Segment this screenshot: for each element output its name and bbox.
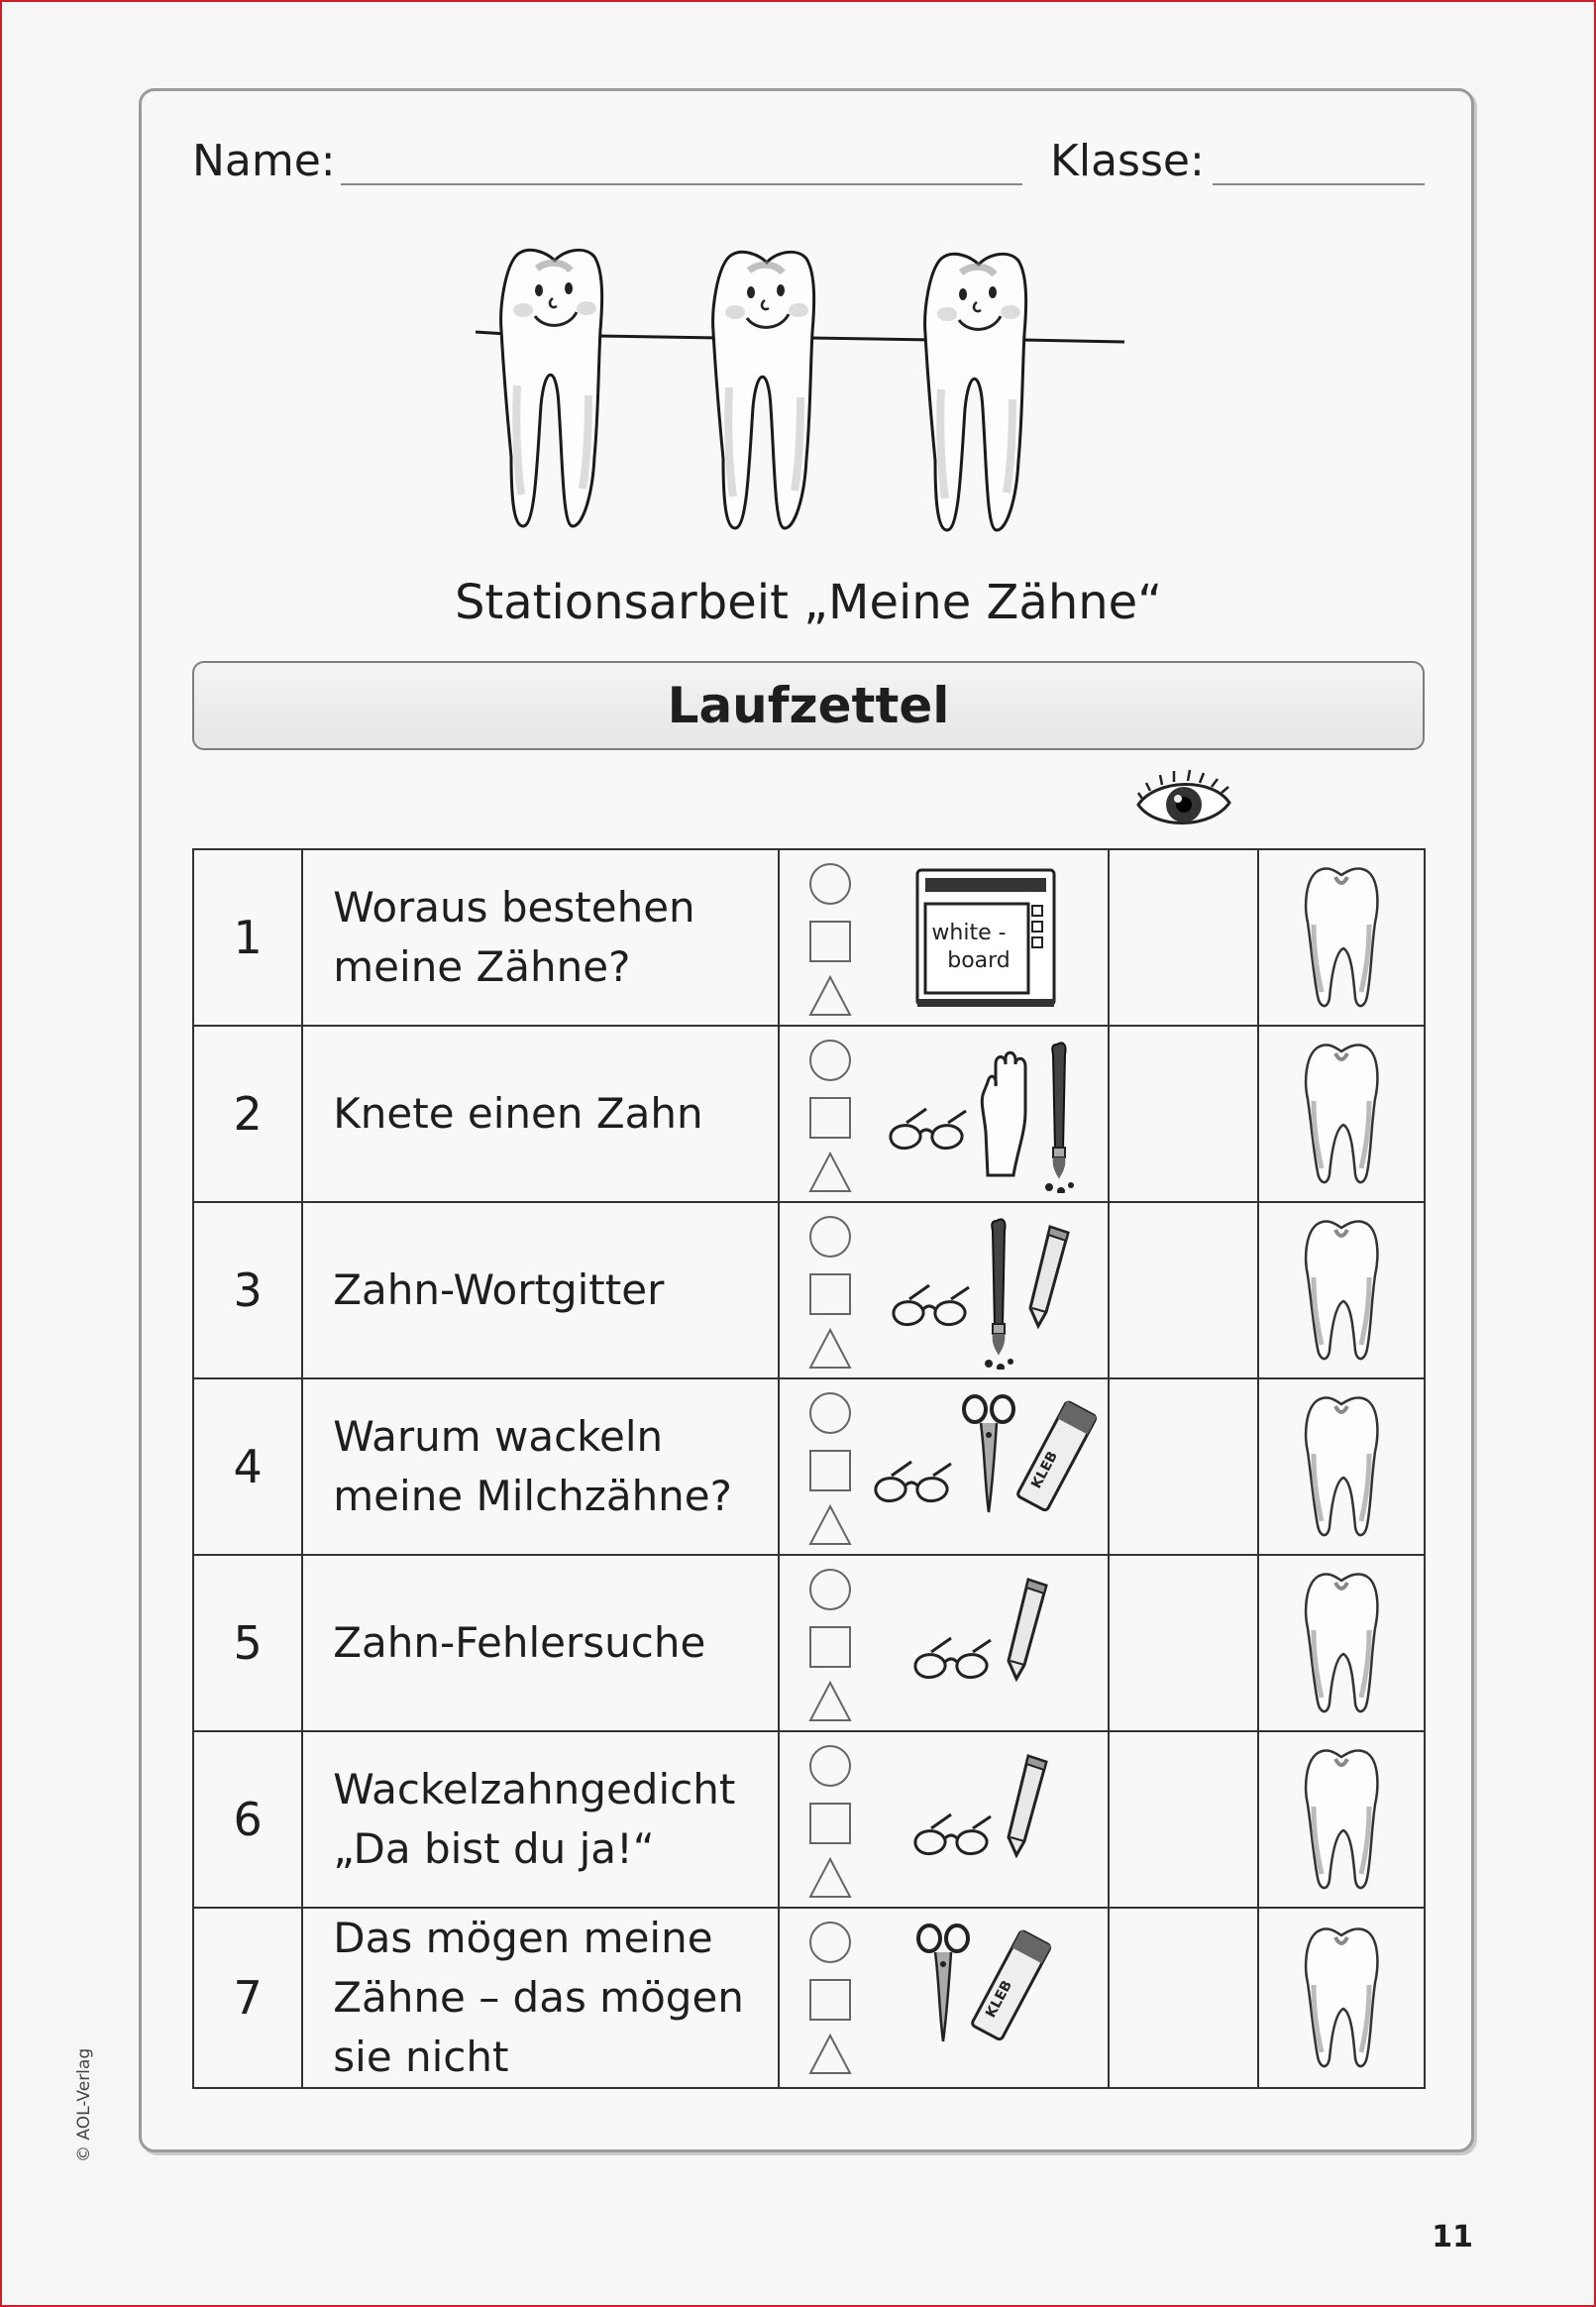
tooth-icon [1300, 1747, 1383, 1892]
station-task: Zahn-Fehlersuche [302, 1555, 779, 1731]
station-row [193, 1731, 1425, 1908]
hand-icon [983, 1052, 1026, 1175]
square-checkbox-icon[interactable] [810, 922, 850, 961]
station-materials [779, 1026, 1109, 1202]
glue-stick-icon [1017, 1401, 1098, 1511]
station-number: 2 [193, 1026, 302, 1202]
station-materials [779, 1555, 1109, 1731]
materials-icons [865, 858, 1099, 1017]
svg-text:KLEB: KLEB [1028, 1448, 1062, 1491]
tooth-stamp-cell[interactable] [1258, 1378, 1425, 1555]
station-task: Woraus bestehen meine Zähne? [302, 849, 779, 1026]
tooth-stamp-cell[interactable] [1258, 1026, 1425, 1202]
teacher-check-cell[interactable] [1109, 1378, 1257, 1555]
square-checkbox-icon[interactable] [810, 1980, 850, 2020]
station-row [193, 1555, 1425, 1731]
glasses-icon [915, 1638, 991, 1678]
materials-icons [865, 1387, 1099, 1546]
station-materials [779, 1908, 1109, 2088]
name-label: Name: [192, 136, 336, 186]
teacher-check-cell[interactable] [1109, 1202, 1257, 1378]
station-number: 4 [193, 1378, 302, 1555]
teacher-check-cell[interactable] [1109, 1731, 1257, 1908]
three-teeth-illustration [476, 245, 1124, 532]
square-checkbox-icon[interactable] [810, 1274, 850, 1314]
materials-icons [865, 1740, 1099, 1899]
circle-checkbox-icon[interactable] [810, 1746, 850, 1786]
tooth-icon [1300, 1571, 1383, 1715]
station-number: 3 [193, 1202, 302, 1378]
glasses-icon [915, 1814, 991, 1854]
svg-text:board: board [947, 948, 1011, 973]
materials-icons [865, 1211, 1099, 1370]
worksheet-subtitle: Stationsarbeit „Meine Zähne“ [454, 575, 1163, 630]
station-number: 7 [193, 1908, 302, 2088]
triangle-checkbox-icon[interactable] [810, 1330, 850, 1368]
page-number: 11 [1432, 2220, 1473, 2254]
square-checkbox-icon[interactable] [810, 1804, 850, 1843]
glue-stick-icon [972, 1930, 1052, 2040]
station-materials [779, 1731, 1109, 1908]
social-form-symbols [807, 1389, 853, 1548]
station-task: Zahn-Wortgitter [302, 1202, 779, 1378]
pencil-icon [1030, 1227, 1068, 1326]
name-line[interactable] [341, 183, 1022, 185]
station-number: 5 [193, 1555, 302, 1731]
social-form-symbols [807, 1037, 853, 1195]
materials-icons [865, 1564, 1099, 1722]
teacher-check-cell[interactable] [1109, 1026, 1257, 1202]
tooth-stamp-cell[interactable] [1258, 1908, 1425, 2088]
social-form-symbols [807, 1566, 853, 1724]
tooth-icon [1300, 1218, 1383, 1363]
station-materials [779, 1378, 1109, 1555]
station-row [193, 849, 1425, 1026]
laufzettel-banner: Laufzettel [192, 661, 1425, 750]
station-table [192, 848, 1426, 2089]
materials-icons [865, 1917, 1099, 2075]
whiteboard-icon [917, 870, 1054, 1007]
station-number: 6 [193, 1731, 302, 1908]
square-checkbox-icon[interactable] [810, 1627, 850, 1667]
triangle-checkbox-icon[interactable] [810, 1154, 850, 1191]
triangle-checkbox-icon[interactable] [810, 977, 850, 1015]
station-row [193, 1378, 1425, 1555]
station-task: Wackelzahngedicht „Da bist du ja!“ [302, 1731, 779, 1908]
tooth-icon [1300, 1042, 1383, 1186]
square-checkbox-icon[interactable] [810, 1451, 850, 1490]
circle-checkbox-icon[interactable] [810, 1570, 850, 1609]
station-materials [779, 849, 1109, 1026]
circle-checkbox-icon[interactable] [810, 1393, 850, 1433]
triangle-checkbox-icon[interactable] [810, 1859, 850, 1897]
station-row [193, 1202, 1425, 1378]
tooth-icon [1300, 1394, 1383, 1539]
social-form-symbols [807, 1742, 853, 1901]
class-line[interactable] [1213, 183, 1425, 185]
circle-checkbox-icon[interactable] [810, 1922, 850, 1962]
social-form-symbols [807, 1919, 853, 2077]
station-row [193, 1908, 1425, 2088]
tooth-stamp-cell[interactable] [1258, 849, 1425, 1026]
station-task: Knete einen Zahn [302, 1026, 779, 1202]
station-task: Warum wackeln meine Milchzähne? [302, 1378, 779, 1555]
tooth-icon [1300, 1925, 1383, 2070]
pencil-icon [1009, 1580, 1046, 1679]
name-class-row [192, 136, 1425, 195]
pencil-icon [1009, 1756, 1046, 1855]
station-materials [779, 1202, 1109, 1378]
eye-icon [1134, 765, 1233, 839]
tooth-stamp-cell[interactable] [1258, 1731, 1425, 1908]
tooth-stamp-cell[interactable] [1258, 1555, 1425, 1731]
teacher-check-cell[interactable] [1109, 1555, 1257, 1731]
triangle-checkbox-icon[interactable] [810, 1683, 850, 1720]
social-form-symbols [807, 1213, 853, 1372]
tooth-stamp-cell[interactable] [1258, 1202, 1425, 1378]
teacher-check-cell[interactable] [1109, 849, 1257, 1026]
class-label: Klasse: [1050, 136, 1205, 186]
brush-icon [985, 1219, 1013, 1370]
station-number: 1 [193, 849, 302, 1026]
scissors-icon [918, 1925, 968, 2041]
copyright-notice: © AOL-Verlag [74, 2047, 94, 2162]
tooth-icon [1300, 865, 1383, 1010]
svg-text:white -: white - [931, 921, 1007, 945]
glasses-icon [876, 1462, 951, 1501]
glasses-icon [891, 1109, 966, 1149]
circle-checkbox-icon[interactable] [810, 864, 850, 904]
materials-icons [865, 1035, 1099, 1193]
social-form-symbols [807, 860, 853, 1019]
circle-checkbox-icon[interactable] [810, 1041, 850, 1080]
square-checkbox-icon[interactable] [810, 1098, 850, 1138]
triangle-checkbox-icon[interactable] [810, 2035, 850, 2073]
station-row [193, 1026, 1425, 1202]
scissors-icon [964, 1396, 1013, 1512]
svg-text:KLEB: KLEB [983, 1977, 1016, 2021]
teacher-check-cell[interactable] [1109, 1908, 1257, 2088]
station-task: Das mögen meine Zähne – das mögen sie nicht [302, 1908, 779, 2088]
brush-icon [1045, 1043, 1074, 1193]
circle-checkbox-icon[interactable] [810, 1217, 850, 1257]
triangle-checkbox-icon[interactable] [810, 1506, 850, 1544]
glasses-icon [894, 1285, 969, 1325]
